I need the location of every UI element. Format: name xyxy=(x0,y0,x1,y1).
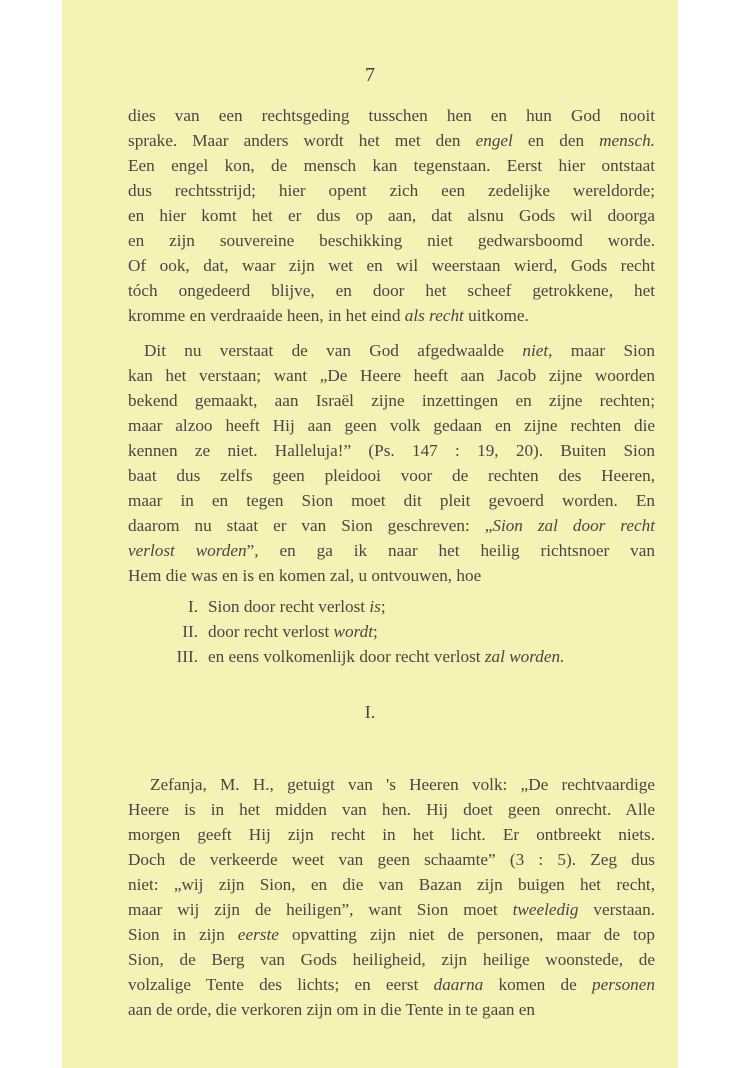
text-line: Een engel kon, de mensch kan tegenstaan. Eerst hier ontstaat xyxy=(128,156,655,175)
list-number: III. xyxy=(176,647,198,666)
text-line: maar alzoo heeft Hij aan geen volk gedaan en zijne rechten die xyxy=(128,416,655,435)
emphasis: niet, xyxy=(522,341,553,360)
text-line: morgen geeft Hij zijn recht in het licht. Er ontbreekt niets. xyxy=(128,825,655,844)
emphasis: eerste xyxy=(237,925,279,944)
paragraph-3 xyxy=(128,772,655,1022)
text-line: tóch ongedeerd blijve, en door het scheef getrokkene, het xyxy=(128,281,655,300)
text-line: Of ook, dat, waar zijn wet en wil weerstaan wierd, Gods recht xyxy=(128,256,655,275)
text-line: bekend gemaakt, aan Israël zijne inzettingen en zijne rechten; xyxy=(128,391,655,410)
page-number: 7 xyxy=(365,64,375,86)
paragraph-1 xyxy=(128,103,655,328)
emphasis: tweeledig xyxy=(512,900,579,919)
text-line: Heere is in het midden van hen. Hij doet geen onrecht. Alle xyxy=(128,800,655,819)
text-line: kennen ze niet. Halleluja!” (Ps. 147 : 19, 20). Buiten Sion xyxy=(128,441,655,460)
text-line: Sion, de Berg van Gods heiligheid, zijn heilige woonstede, de xyxy=(128,950,655,969)
emphasis: mensch. xyxy=(599,131,655,150)
emphasis: als recht xyxy=(404,306,464,325)
emphasis: wordt xyxy=(333,622,374,641)
section-heading: I. xyxy=(364,702,376,722)
text-line: maar in en tegen Sion moet dit pleit gevoerd worden. En xyxy=(128,491,655,510)
emphasis: Sion zal door recht xyxy=(492,516,655,535)
emphasis: is xyxy=(369,597,381,616)
emphasis: verlost worden xyxy=(128,541,247,560)
text-line: volzalige Tente des lichts; en eerst daarna komen de personen xyxy=(128,975,655,994)
text-line: Hem die was en is en komen zal, u ontvouwen, hoe xyxy=(128,566,482,585)
text-line: baat dus zelfs geen pleidooi voor de rechten des Heeren, xyxy=(128,466,655,485)
text-line: en hier komt het er dus op aan, dat alsnu Gods wil doorga xyxy=(128,206,655,225)
text-line: maar wij zijn de heiligen”, want Sion moet tweeledig verstaan. xyxy=(128,900,655,919)
text-line: dus rechtsstrijd; hier opent zich een zedelijke wereldorde; xyxy=(128,181,655,200)
list-text: en eens volkomenlijk door recht verlost zal worden. xyxy=(208,647,565,666)
list-text: door recht verlost wordt; xyxy=(208,622,378,641)
emphasis: daarna xyxy=(433,975,484,994)
text-line: niet: „wij zijn Sion, en die van Bazan zijn buigen het recht, xyxy=(128,875,655,894)
emphasis: engel xyxy=(475,131,513,150)
text-line: en zijn souvereine beschikking niet gedwarsboomd worde. xyxy=(128,231,655,250)
text-line: daarom nu staat er van Sion geschreven: „Sion zal door recht xyxy=(128,516,655,535)
list-item xyxy=(162,619,689,644)
text-line: Doch de verkeerde weet van geen schaamte” (3 : 5). Zeg dus xyxy=(128,850,655,869)
list-text: Sion door recht verlost is; xyxy=(208,597,386,616)
text-line: kan het verstaan; want „De Heere heeft aan Jacob zijne woorden xyxy=(128,366,655,385)
text-line: Dit nu verstaat de van God afgedwaalde niet, maar Sion xyxy=(144,341,655,360)
list-item xyxy=(162,594,689,619)
emphasis: personen xyxy=(591,975,655,994)
text-line: Zefanja, M. H., getuigt van 's Heeren volk: „De rechtvaardige xyxy=(150,775,655,794)
list-item xyxy=(162,644,689,669)
text-line: aan de orde, die verkoren zijn om in die Tente in te gaan en xyxy=(128,1000,536,1019)
text-line: sprake. Maar anders wordt het met den engel en den mensch. xyxy=(128,131,655,150)
book-page xyxy=(62,0,678,1068)
emphasis: zal worden. xyxy=(484,647,565,666)
text-line: verlost worden”, en ga ik naar het heilig richtsnoer van xyxy=(128,541,655,560)
text-line: dies van een rechtsgeding tusschen hen en hun God nooit xyxy=(128,106,655,125)
list-number: II. xyxy=(182,622,198,641)
text-line: Sion in zijn eerste opvatting zijn niet de personen, maar de top xyxy=(128,925,655,944)
list-number: I. xyxy=(187,597,198,616)
text-line: kromme en verdraaide heen, in het eind als recht uitkome. xyxy=(128,306,529,325)
paragraph-2 xyxy=(128,338,655,588)
outline-list xyxy=(162,594,689,669)
